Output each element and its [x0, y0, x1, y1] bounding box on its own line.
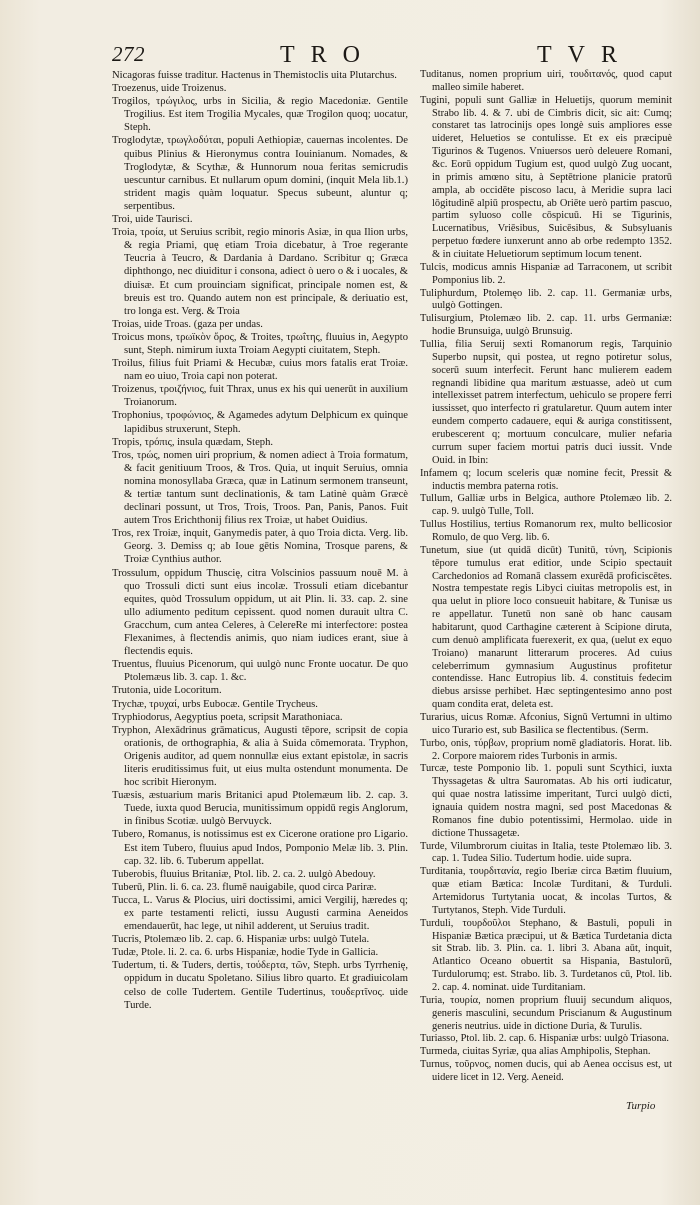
entry: Nicagoras fuisse traditur. Hactenus in Themistoclis uita Plutarchus.: [112, 70, 397, 81]
entry: Tudertum, ti. & Tuders, dertis, τούδερτα, τῶν, Steph. urbs Tyrrhenię, oppidum in ducatu Spoletano. Silius libro quarto. Et gradiuicolam celso de colle Tudertem. Gentile Tudertinus, τουδερτῖνος. uide Turde.: [112, 960, 408, 1011]
entry: Turmeda, ciuitas Syriæ, qua alias Amphipolis, Stephan.: [420, 1046, 651, 1058]
entry: Troilus, filius fuit Priami & Hecubæ, cuius mors fatalis erat Troiæ. nam eo uiuo, Troia capi non poterat.: [112, 358, 408, 383]
entry: Tuliphurdum, Ptolemęo lib. 2. cap. 11. Germaniæ urbs, uulgò Gottingen.: [420, 287, 672, 312]
entry: Turiasso, Ptol. lib. 2. cap. 6. Hispaniæ urbs: uulgò Triasona.: [420, 1033, 670, 1045]
entry: Tudæ, Ptole. li. 2. ca. 6. urbs Hispaniæ, hodie Tyde in Gallicia.: [112, 947, 379, 959]
right-column: [420, 69, 672, 1089]
entry: Turcæ, teste Pomponio lib. 1. populi sunt Scythici, iuxta Thyssagetas & ultra Sauromatas. Ab his orti iudicatur, qui quae nostra latissime imperitant, Turci uulgò dicti, ignauia quidem nostra magni, sed post Macedonas & Romanos fine dubio potentissimi, Hermolao. uide in dictione Thussagetæ.: [420, 763, 672, 839]
catchword: Turpio: [626, 1100, 656, 1112]
entry: Tryphiodorus, Aegyptius poeta, scripsit Marathoniaca.: [112, 711, 343, 723]
entry: Turde, Vilumbrorum ciuitas in Italia, teste Ptolemæo lib. 3. cap. 1. Tudea Silio. Tudertum hodie. uide supra.: [420, 840, 672, 865]
entry: Trophonius, τροφώνιος, & Agamedes adytum Delphicum ex quinque lapidibus struxerunt, Steph.: [112, 410, 408, 435]
entry: Trossulum, oppidum Thuscię, citra Volscinios passuum nouē M. à quo Trossuli dicti sunt eius incolæ. Trossuli etiam dicebantur equites, quòd Trossulum oppidum, ut ait Plin. li. 33. cap. 2. sine ullo adiumento peditum cepissent. quod nomen durauit ultra C. Gracchum, cum antea Celeres, à CelereRe mi interfectore: postea Flexanimes, à flectendis animis, quo niam iudices erant, siue à flectendis equis.: [112, 567, 408, 658]
entry: Tuditanus, nomen proprium uiri, τουδιτανός, quod caput malleo simile haberet.: [420, 69, 672, 93]
entry: Tuberū, Plin. li. 6. ca. 23. flumē nauigabile, quod circa Pariræ.: [112, 881, 377, 893]
entry: Tullia, filia Seruij sexti Romanorum regis, Tarquinio Superbo nupsit, qui postea, ut regno potiretur solus, socerū suum interfecit. Ferunt hanc mulierem eadem regnandi libidine qua maritum æstuasse, adeò ut cum intellexisset patrem interfectum, uehiculo se propere ferri iussisset, quo interfecto ri gratularetur. Quum autem inter eundem comperto cadauere, equi & auriga constitissent, erubescerent q; mortuum conculcare, mulier nefaria currum super faciem mortui patris duci iussit. Vnde Ouid. in Ibin:: [420, 339, 672, 466]
entry: Tropis, τρόπις, insula quædam, Steph.: [112, 436, 274, 448]
entry: Turditania, τουρδιτανία, regio Iberiæ circa Bætim fluuium, quæ etiam Bætica: Incolæ Turditani, & Turduli. Artemidorus Turtytania uocat, & incolas Turtos, & Turtytanos, Steph. Vide Turduli.: [420, 866, 672, 916]
entry: Tros, τρώς, nomen uiri proprium, & nomen adiect à Troia formatum, & facit genitiuum Troos, & Tros. Quia, ut inquit Seruius, omnia nomina monosyllaba Græca, quæ in Latinum sermonem transeunt, & tertiæ tantum sunt declinationis, & tam Latinè quàm Græcè declinari possunt, ut Tros, Trois, Troos. Pan, Panis, Panos. Fuit autem Tros Erichthonij filius rex Troiæ, ut habet Ouidius.: [112, 449, 408, 527]
entry: Troglodytæ, τρωγλοδύται, populi Aethiopiæ, cauernas incolentes. De quibus Plinius & Hieronymus contra Iouinianum. Nomades, & Troglodytæ, & Scythæ, & Hunnorum noua feritas semicrudis uescuntur carnibus. Et nullarum opum domini, (inquit Mela lib.1.) strident magis quàm loquatur. Specus subeunt, aluntur q; serpentibus.: [112, 135, 408, 212]
entry: Trutonia, uide Locoritum.: [112, 685, 222, 697]
left-column: [112, 69, 408, 1012]
entry: Troia, τροία, ut Seruius scribit, regio minoris Asiæ, in qua Ilion urbs, & regia Priami, quę etiam Troia dicebatur, à Troe regerante Teucria à Teucro, & Dardania à Dardano. Scribitur q; Græca diphthongo, nec diuiditur i consona, adiect ò uero o & i uocales, & diuisæ. Et cum prouinciam significat, principale nomen est, & breuis est tro. Quando autem non est principale, & deriuatio est, tro longa est. Verg. & Troia: [112, 227, 408, 317]
entry: Troi, uide Taurisci.: [112, 214, 193, 226]
entry: Trogilos, τρώγιλος, urbs in Sicilia, & regio Macedoniæ. Gentile Trogilius. Est item Trogilia Mycales, quæ Trogilon quoq; uocatur, Steph.: [112, 96, 408, 134]
entry: Tubero, Romanus, is notissimus est ex Cicerone oratione pro Ligario. Est item Tubero, fluuius apud Indos, Pomponio Melæ lib. 3. Plin. cap. 32. lib. 6. Tuberum appellat.: [112, 829, 408, 867]
entry: Tunetum, siue (ut quidā dicūt) Tunitū, τύνη, Scipionis tēpore tumulus erat editior, unde Scipio spectauit Carchedonios ad Romanā classem exurēdā proficiscētes. Nostra tempestate regis Libyci ciuitas metropolis est, in qua uelut in pliore loco consueuit habitare, & Tunisæ us re appellatur. Tunetū non sanè ob hanc causam habitarunt, quod Carthagine cæterent à Scipione diruta, cum denuò amplificata fuerexerit, ex qua, (uelut ex equo Troiano) manarunt litterarum proceres. Ad cuius celeberrimum gymnasium Augustinus profitetur contendisse. Hanc Eutropius lib. 4. constituis fedecim diebus arsisse perhibet. Hæc septingentesimo anno post quam condita erat, deleta est.: [420, 544, 672, 711]
entry: Tulcis, modicus amnis Hispaniæ ad Tarraconem, ut scribit Pomponius lib. 2.: [420, 261, 672, 286]
entry: Tullum, Galliæ urbs in Belgica, authore Ptolemæo lib. 2. cap. 9. uulgò Tulle, Toll.: [420, 493, 672, 518]
entry: Tros, rex Troiæ, inquit, Ganymedis pater, à quo Troia dicta. Verg. lib. Georg. 3. Demiss q; ab Ioue gētis Nomina, Trosque parens, & Troiæ Cynthius author.: [112, 528, 408, 566]
entry: Tucris, Ptolemæo lib. 2. cap. 6. Hispaniæ urbs: uulgò Tutela.: [112, 934, 370, 946]
entry: Tulisurgium, Ptolemæo lib. 2. cap. 11. urbs Germaniæ: hodie Brunsuiga, uulgò Brunsuig.: [420, 313, 672, 338]
page-header: [112, 42, 682, 72]
entry: Truentus, fluuius Picenorum, qui uulgò nunc Fronte uocatur. De quo Ptolemæus lib. 3. cap. 1. &c.: [112, 659, 408, 684]
entry: Tucca, L. Varus & Plocius, uiri doctissimi, amici Vergilij, hæredes q; ex parte testamenti relicti, iussu Augusti carmina Aeneidos emendauerūt, hac lege, ut nihil adderent, ut Seruius tradit.: [112, 894, 408, 933]
page-number: 272: [112, 42, 145, 66]
entry: Turarius, uicus Romæ. Afconius, Signū Vertumni in ultimo uico Turario est, sub Basilica se flectentibus. (Serm.: [420, 711, 672, 736]
entry: Tuæsis, æstuarium maris Britanici apud Ptolemæum lib. 2. cap. 3. Tuede, iuxta quod Berucia, munitissimum oppidū regis Anglorum, in finibus Scotiæ. uulgò Bervuyck.: [112, 790, 408, 828]
entry: Trychæ, τρυχαί, urbs Eubocæ. Gentile Trycheus.: [112, 698, 318, 710]
entry: Tugini, populi sunt Galliæ in Heluetijs, quorum meminit Strabo lib. 4. & 7. ubi de Cimbris dicit, sic ait: Cumq; constaret tas latrocinijs opes longè suis ampliores esse uideret, Heluetios se contulisse. Et ex eis præcipuè Tigurinos & Tugenos. Vniuersos uerò deleuere Romani, &c. Eorū oppidum Tugium est, quod uulgò Zug uocant, in primis amœno situ, à Septētrione planicie pratorū ampla, ab occidēte piscoso lacu, à Meridie supra laci lōgitudinē alpiū prospectu, ab Oriēte uerò partim pascuo, partim syluoso colle cōspicuū. Hi se Tigurinis, Lucernatibus, Vriēsibus, Suicēsibus, & Subsyluanis perpetuo fœdere iunxerunt anno ab orbe redempto 1352. & in ciuitate Heluetiorum septimum locum tenent.: [420, 94, 672, 261]
entry: Tryphon, Alexādrinus grāmaticus, Augusti tēpore, scripsit de copia orationis, de orthographia, & alia à Suida cōmemorata. Tryphon, Origenis auditor, ad quem nonnullæ eius extant epistolæ, in sacris literis eruditissimus fuit, ut eius multa ostendunt monumenta. De hoc scribit Hieronym.: [112, 724, 408, 789]
entry: Troizenus, τροιζήνιος, fuit Thrax, unus ex his qui uenerūt in auxilium Troianorum.: [112, 384, 408, 409]
entry: Turnus, τοῦρνος, nomen ducis, qui ab Aenea occisus est, ut uidere licet in 12. Verg. Aeneid.: [420, 1059, 672, 1084]
entry: Infamem q; locum sceleris quæ nomine fecit, Pressit & inductis membra paterna rotis.: [420, 467, 672, 492]
entry: Tullus Hostilius, tertius Romanorum rex, multo bellicosior Romulo, de quo Verg. lib. 6.: [420, 519, 672, 543]
entry: Troezenus, uide Troizenus.: [112, 83, 227, 95]
entry: Turbo, onis, τύρβων, proprium nomē gladiatoris. Horat. lib. 2. Corpore maiorem rides Turbonis in armis.: [420, 737, 672, 762]
entry: Troias, uide Troas. (gaza per undas.: [112, 318, 263, 330]
running-head-left: TRO: [280, 42, 376, 68]
entry: Turduli, τουρδοῦλοι Stephano, & Bastuli, populi in Hispaniæ Bætica præcipui, ut & Bætica Turdetania dicta sit Strab. lib. 3. Plin. ca. 1. libri 3. Abana aūt, inquit, Atlantico Oceano obuertit sa Hispania, Bastulorū, Turdulorumq; est. Strabo. lib. 3. Turdetanos cū, Ptol. lib. 2. cap. 4. nominat. uide Turditaniam.: [420, 917, 672, 994]
entry: Tuberobis, fluuius Britaniæ, Ptol. lib. 2. ca. 2. uulgò Abedouy.: [112, 868, 376, 880]
entry: Troicus mons, τρωϊκὸν ὄρος, & Troites, τρωΐτης, fluuius in, Aegypto sunt, Steph. nimirum iuxta Troiam Aegypti ciuitatem, Steph.: [112, 331, 408, 356]
entry: Turia, τουρία, nomen proprium fluuij secundum aliquos, generis masculini, secundum Priscianum & Augustinum generis neutrius. uide in dictione Duria, & Turulis.: [420, 994, 672, 1032]
running-head-right: TVR: [537, 42, 633, 68]
